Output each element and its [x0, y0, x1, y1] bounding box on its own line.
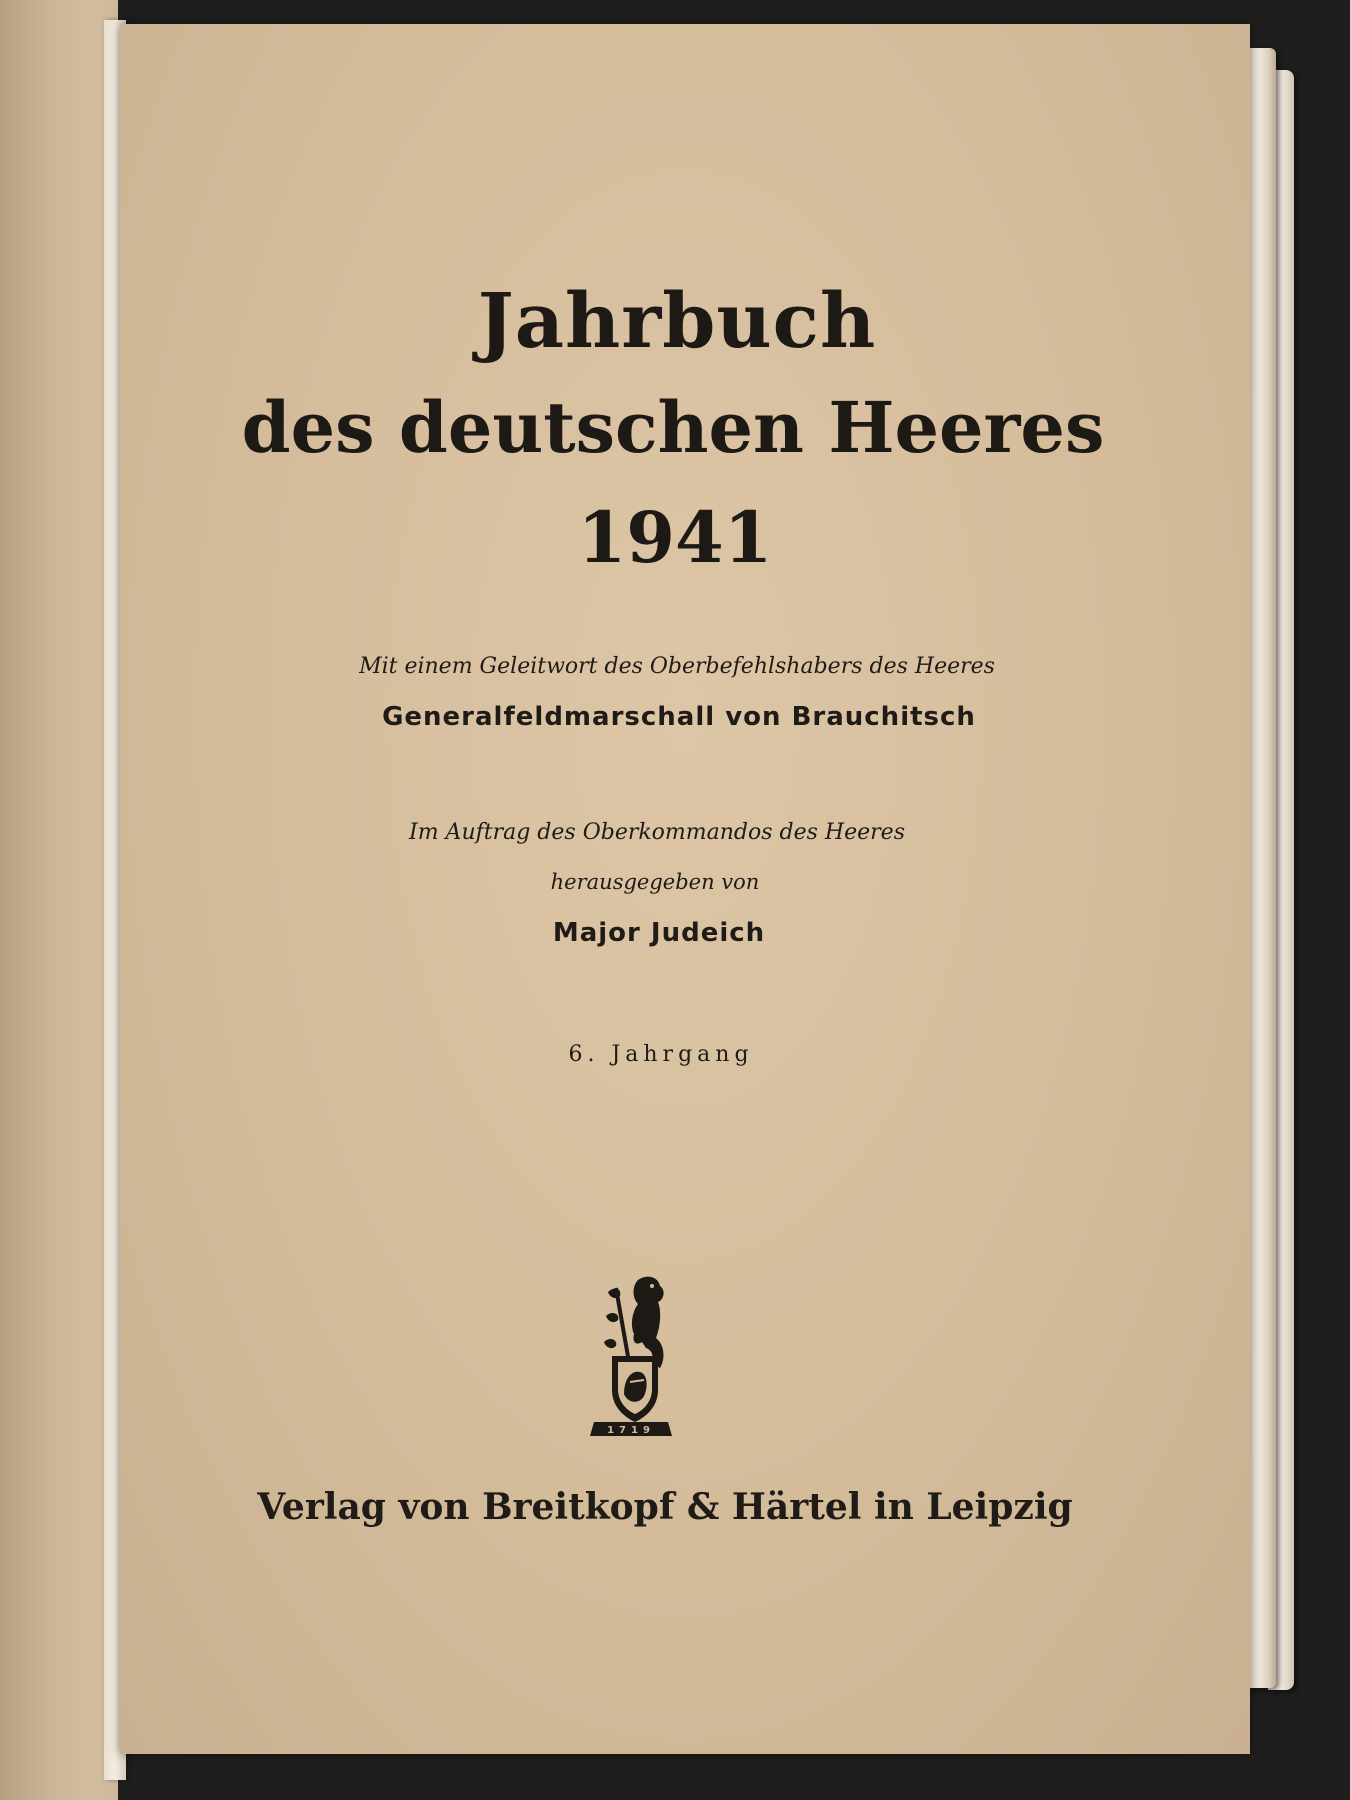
publisher-logo-icon: [586, 1272, 676, 1442]
publisher-line: Verlag von Breitkopf & Härtel in Leipzig: [257, 1486, 1073, 1528]
logo-year: 1719: [607, 1425, 655, 1436]
foreword-line: Mit einem Geleitwort des Oberbefehlshabers des Heeres: [359, 654, 995, 679]
editor-name: Major Judeich: [552, 918, 766, 948]
title-line-2: des deutschen Heeres: [241, 386, 1105, 469]
commission-line: Im Auftrag des Oberkommandos des Heeres: [409, 820, 905, 845]
edited-by-line: herausgegeben von: [550, 870, 760, 894]
title-page: [120, 24, 1250, 1754]
title-line-1: Jahrbuch: [477, 276, 877, 365]
title-year: 1941: [577, 496, 773, 579]
left-facing-page: [0, 0, 118, 1800]
edition-line: 6. Jahrgang: [568, 1042, 754, 1067]
foreword-author: Generalfeldmarschall von Brauchitsch: [382, 702, 976, 732]
